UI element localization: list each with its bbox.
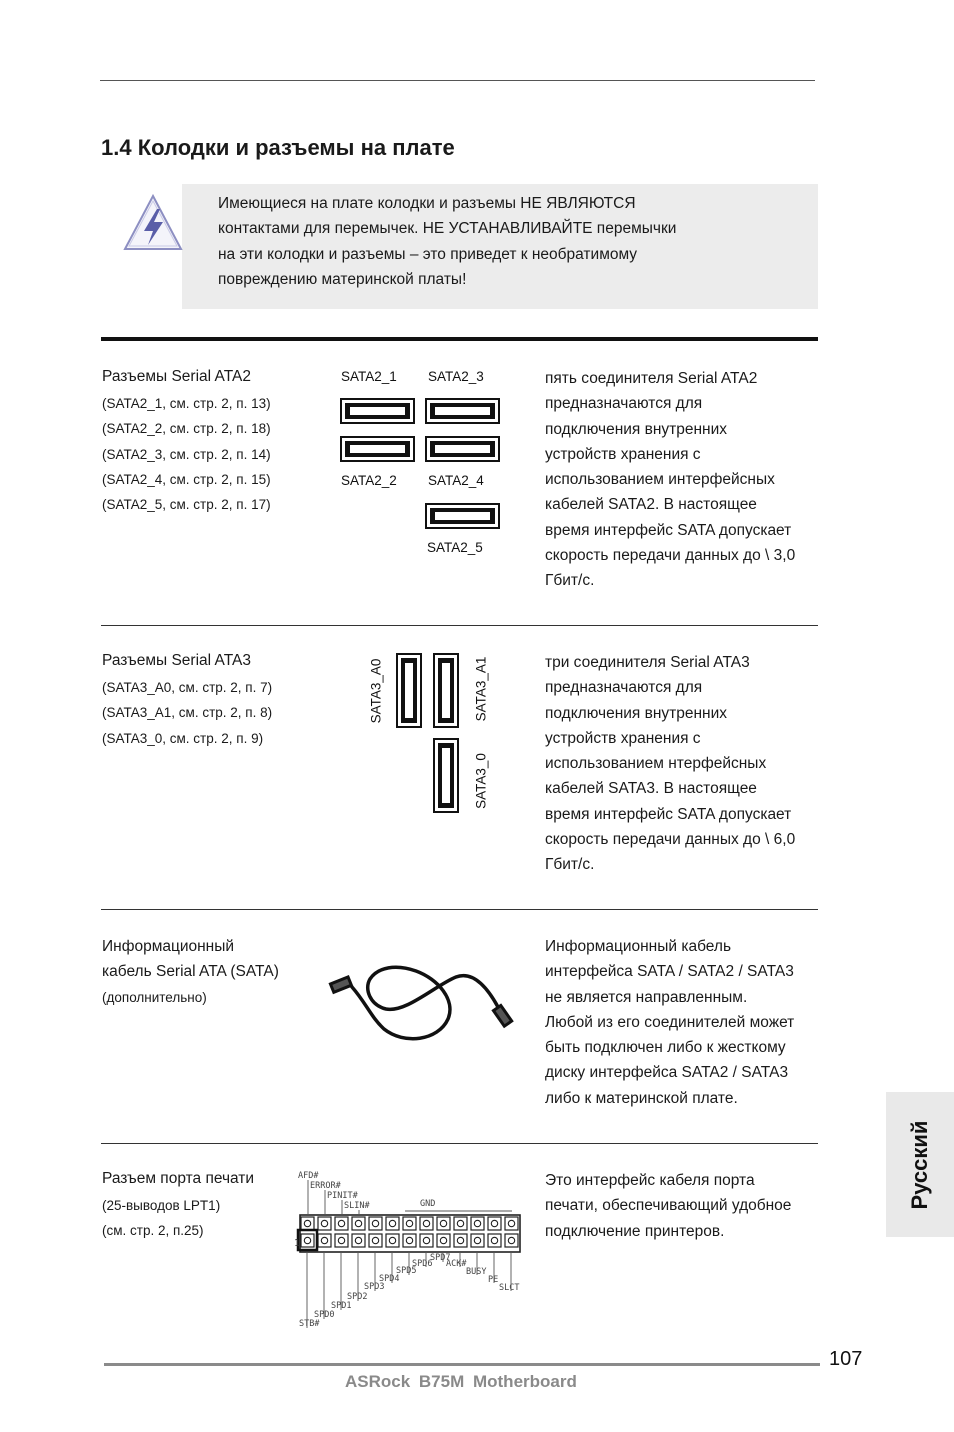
lpt-spd2-label: SPD2 [347, 1292, 368, 1302]
lpt-bottom-pin-hole [389, 1237, 395, 1243]
lpt-spd0-label: SPD0 [314, 1310, 335, 1320]
desc-line: кабелей SATA3. В настоящее [545, 780, 757, 798]
sata2-description [545, 366, 821, 594]
desc-line: кабелей SATA2. В настоящее [545, 496, 757, 514]
lpt-bottom-pin-hole [372, 1237, 378, 1243]
lpt-busy-label: BUSY [466, 1267, 487, 1277]
lpt-top-pin-hole [440, 1220, 446, 1226]
desc-line: время интерфейс SATA допускает [545, 521, 792, 539]
footer-rule [104, 1363, 820, 1366]
lpt-spd7-label: SPD7 [430, 1253, 451, 1263]
lpt-bottom-pin [318, 1234, 331, 1247]
desc-line: Гбит/с. [545, 856, 595, 874]
sata3-0-connector [434, 739, 458, 812]
sata2-1-label: SATA2_1 [341, 369, 397, 384]
sata3-connectors-diagram [396, 653, 462, 815]
desc-line: печати, обеспечивающий удобное [545, 1197, 792, 1215]
lpt-title: Разъем порта печати [102, 1170, 255, 1187]
sata2-3-label: SATA2_3 [428, 369, 484, 384]
lpt-bottom-pin-hole [491, 1237, 497, 1243]
lpt-bottom-pin [505, 1234, 518, 1247]
lpt-ref: (25-выводов LPT1) [102, 1198, 221, 1213]
desc-line: Информационный кабель [545, 938, 732, 955]
lpt-bottom-pin-row [301, 1234, 518, 1247]
section-title: 1.4 Колодки и разъемы на плате [101, 135, 455, 160]
lpt-bottom-pin [403, 1234, 416, 1247]
lpt-top-pin [301, 1217, 314, 1230]
language-side-tab [886, 1092, 954, 1237]
lpt-top-pin [454, 1217, 467, 1230]
lpt-afd-label: AFD# [298, 1171, 319, 1181]
sata2-ref: (SATA2_3, см. стр. 2, п. 14) [102, 446, 271, 462]
lpt-top-pin-hole [372, 1220, 378, 1226]
sata2-3-connector [426, 399, 499, 423]
desc-line: быть подключен либо к жесткому [545, 1039, 786, 1057]
sata3-0-label: SATA3_0 [473, 753, 489, 809]
sata2-ref: (SATA2_5, см. стр. 2, п. 17) [102, 497, 271, 513]
sata3-ref: (SATA3_A0, см. стр. 2, п. 7) [102, 680, 273, 695]
lpt-top-pin-hole [304, 1220, 310, 1226]
lpt-description [545, 1168, 821, 1244]
lpt-bottom-pin-hole [321, 1237, 327, 1243]
lpt-bottom-pin-hole [457, 1237, 463, 1243]
lpt-bottom-pin [386, 1234, 399, 1247]
lpt-top-pin-hole [474, 1220, 480, 1226]
lpt-top-pin-hole [406, 1220, 412, 1226]
lpt-slct-label: SLCT [499, 1283, 520, 1293]
lpt-top-pin [386, 1217, 399, 1230]
lpt-bottom-pin [488, 1234, 501, 1247]
sata2-5-label: SATA2_5 [427, 540, 483, 555]
desc-line: либо к материнской плате. [545, 1089, 738, 1107]
desc-line: пять соединителя Serial ATA2 [545, 370, 758, 387]
lpt-bottom-pin-hole [304, 1237, 310, 1243]
sata2-1-connector [341, 399, 414, 423]
sata3-description [545, 650, 821, 878]
lpt-pe-label: PE [488, 1275, 499, 1285]
lpt-bottom-pin [352, 1234, 365, 1247]
language-tab-label: Русский [907, 1120, 932, 1209]
lpt-top-pin [369, 1217, 382, 1230]
sata-cable-image [326, 955, 516, 1045]
desc-line: использованием нтерфейсных [545, 755, 767, 773]
warning-line: на эти колодки и разъемы – это приведет к необратимому [218, 245, 638, 263]
lpt-bottom-pin-hole [474, 1237, 480, 1243]
lpt-pinout-diagram [290, 1166, 526, 1330]
desc-line: использованием интерфейсных [545, 471, 775, 489]
sata3-a1-label: SATA3_A1 [473, 656, 489, 722]
cable-description [545, 934, 821, 1111]
desc-line: интерфейса SATA / SATA2 / SATA3 [545, 963, 794, 981]
desc-line: предназначаются для [545, 395, 703, 413]
lpt-stb-label: STB# [299, 1319, 320, 1329]
lpt-bottom-pin [471, 1234, 484, 1247]
lpt-bottom-pin-hole [423, 1237, 429, 1243]
sata2-connectors-diagram [340, 398, 502, 464]
desc-line: время интерфейс SATA допускает [545, 805, 792, 823]
lpt-bottom-pin-hole [508, 1237, 514, 1243]
sata2-ref: (SATA2_4, см. стр. 2, п. 15) [102, 471, 271, 487]
lpt-top-pin [420, 1217, 433, 1230]
lpt-bottom-pin-hole [355, 1237, 361, 1243]
lpt-top-pin-row [301, 1217, 518, 1230]
lpt-top-pin [318, 1217, 331, 1230]
lpt-top-pin [437, 1217, 450, 1230]
lpt-gnd-label: GND [420, 1199, 436, 1209]
lpt-bottom-pin [335, 1234, 348, 1247]
section-divider [101, 909, 818, 910]
lpt-top-pin-hole [338, 1220, 344, 1226]
section-divider [101, 1143, 818, 1144]
lpt-top-pin-hole [508, 1220, 514, 1226]
lpt-spd4-label: SPD4 [379, 1274, 400, 1284]
cable-title-line: Информационный [102, 938, 235, 955]
desc-line: три соединителя Serial ATA3 [545, 654, 750, 671]
lpt-spd3-label: SPD3 [364, 1282, 385, 1292]
sata2-refs [102, 391, 271, 517]
warning-line: Имеющиеся на плате колодки и разъемы НЕ ЯВЛЯЮТСЯ [218, 195, 636, 212]
sata2-5-connector [425, 503, 501, 530]
lpt-top-pin-hole [423, 1220, 429, 1226]
desc-line: скорость передачи данных до \ 3,0 [545, 547, 796, 565]
lpt-top-pin-hole [491, 1220, 497, 1226]
warning-line: контактами для перемычек. НЕ УСТАНАВЛИВАЙТЕ перемычки [218, 220, 677, 238]
desc-line: Это интерфейс кабеля порта [545, 1172, 755, 1189]
sata3-a0-label: SATA3_A0 [368, 658, 384, 724]
lpt-ref: (см. стр. 2, п.25) [102, 1223, 204, 1239]
sata2-2-label: SATA2_2 [341, 473, 397, 488]
desc-line: устройств хранения с [545, 729, 701, 747]
section-divider [101, 625, 818, 626]
lpt-top-pin [471, 1217, 484, 1230]
sata2-title: Разъемы Serial ATA2 [102, 368, 251, 385]
lpt-top-pin [335, 1217, 348, 1230]
desc-line: диску интерфейса SATA2 / SATA3 [545, 1064, 789, 1082]
page-number: 107 [829, 1348, 863, 1370]
lpt-slin-label: SLIN# [344, 1201, 370, 1211]
lpt-bottom-pin-hole [338, 1237, 344, 1243]
desc-line: Гбит/с. [545, 572, 595, 590]
cable-title [102, 934, 279, 985]
lpt-refs [102, 1193, 220, 1244]
sata2-2-connector [341, 437, 414, 461]
desc-line: подключения внутренних [545, 420, 728, 438]
lpt-bottom-pin [454, 1234, 467, 1247]
desc-line: подключение принтеров. [545, 1222, 725, 1240]
lpt-bottom-pin-hole [440, 1237, 446, 1243]
lpt-spd5-label: SPD5 [396, 1266, 417, 1276]
lpt-top-pin [488, 1217, 501, 1230]
lpt-pinit-label: PINIT# [327, 1191, 358, 1201]
lpt-top-pin [505, 1217, 518, 1230]
desc-line: не является направленным. [545, 988, 748, 1006]
lpt-top-pin-hole [457, 1220, 463, 1226]
lpt-bottom-pin-hole [406, 1237, 412, 1243]
warning-text [218, 191, 778, 292]
lpt-bottom-pin [369, 1234, 382, 1247]
footer-text: ASRock B75M Motherboard [345, 1372, 577, 1391]
sata3-a0-connector [397, 654, 421, 727]
section-divider-thick [101, 337, 818, 341]
lpt-ack-label: ACK# [446, 1259, 467, 1269]
top-rule [100, 80, 815, 81]
desc-line: Любой из его соединителей может [545, 1013, 795, 1031]
sata2-4-connector [426, 437, 499, 461]
warning-line: повреждению материнской платы! [218, 270, 467, 288]
warning-lightning-icon [122, 193, 184, 253]
sata2-ref: (SATA2_2, см. стр. 2, п. 18) [102, 421, 271, 437]
sata3-ref: (SATA3_0, см. стр. 2, п. 9) [102, 730, 264, 746]
lpt-bottom-pin [437, 1234, 450, 1247]
lpt-spd1-label: SPD1 [331, 1301, 352, 1311]
sata3-title: Разъемы Serial ATA3 [102, 652, 251, 669]
lpt-top-pin [352, 1217, 365, 1230]
sata3-a1-connector [434, 654, 458, 727]
lpt-bottom-pin [420, 1234, 433, 1247]
lpt-top-pin [403, 1217, 416, 1230]
sata2-ref: (SATA2_1, см. стр. 2, п. 13) [102, 396, 271, 411]
lpt-top-pin-hole [321, 1220, 327, 1226]
desc-line: устройств хранения с [545, 445, 701, 463]
sata2-4-label: SATA2_4 [428, 473, 484, 488]
lpt-spd6-label: SPD6 [412, 1259, 433, 1269]
desc-line: подключения внутренних [545, 704, 728, 722]
lpt-pin1-label: 1 [294, 1238, 301, 1249]
sata3-refs [102, 675, 272, 751]
cable-note: (дополнительно) [102, 990, 207, 1005]
desc-line: предназначаются для [545, 679, 703, 697]
lpt-bottom-pin [301, 1234, 314, 1247]
lpt-top-pin-hole [389, 1220, 395, 1226]
lpt-error-label: ERROR# [310, 1181, 341, 1191]
sata3-ref: (SATA3_A1, см. стр. 2, п. 8) [102, 705, 273, 721]
cable-title-line: кабель Serial ATA (SATA) [102, 963, 279, 981]
desc-line: скорость передачи данных до \ 6,0 [545, 831, 796, 849]
lpt-top-pin-hole [355, 1220, 361, 1226]
